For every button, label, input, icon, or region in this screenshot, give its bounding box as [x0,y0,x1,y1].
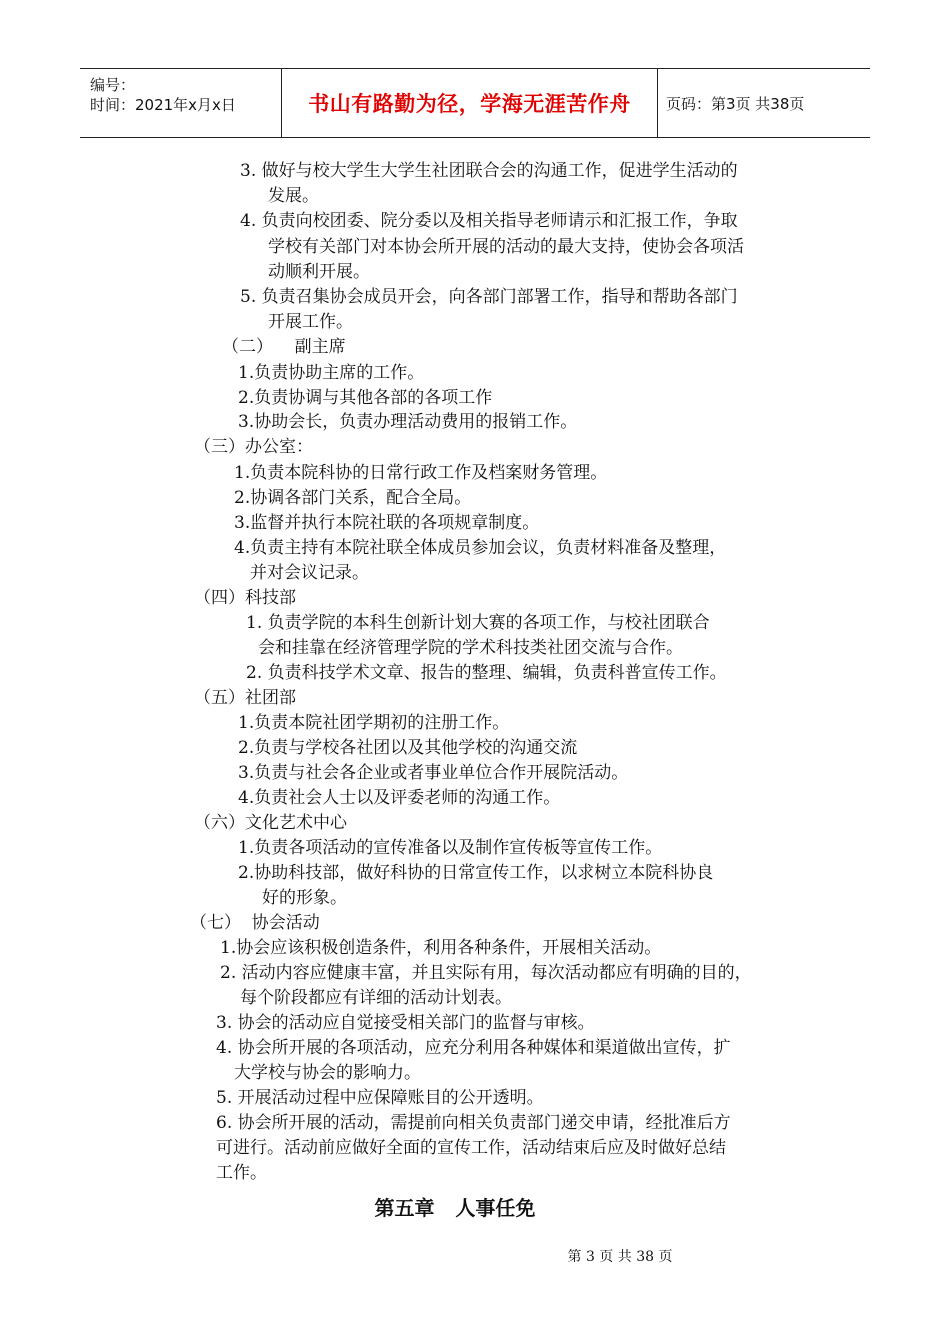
text-line: 4. 负责向校团委、院分委以及相关指导老师请示和汇报工作，争取 [240,211,738,231]
text-line: 2. 负责科技学术文章、报告的整理、编辑，负责科普宣传工作。 [246,663,727,683]
text-line: 学校有关部门对本协会所开展的活动的最大支持，使协会各项活 [268,237,744,257]
header-motto-cell [282,69,658,137]
text-line: 6. 协会所开展的活动，需提前向相关负责部门递交申请，经批准后方 [216,1113,731,1133]
text-line: 1. 负责学院的本科生创新计划大赛的各项工作，与校社团联合 [246,613,710,633]
text-line: 2.负责与学校各社团以及其他学校的沟通交流 [238,738,578,758]
text-line: 会和挂靠在经济管理学院的学术科技类社团交流与合作。 [258,638,683,658]
time-label: 时间：2021年x月x日 [90,96,236,114]
text-line: 2. 活动内容应健康丰富，并且实际有用，每次活动都应有明确的目的， [220,963,752,983]
text-line: 5. 开展活动过程中应保障账目的公开透明。 [216,1088,544,1108]
chapter-title: 第五章 人事任免 [374,1196,536,1220]
text-line: 可进行。活动前应做好全面的宣传工作，活动结束后应及时做好总结 [216,1138,726,1158]
text-line: 4.负责主持有本院社联全体成员参加会议，负责材料准备及整理， [234,538,727,558]
text-line: 发展。 [268,186,319,206]
text-line: 3.负责与社会各企业或者事业单位合作开展院活动。 [238,763,629,783]
header-page-cell [658,69,870,137]
text-line: 1.负责各项活动的宣传准备以及制作宣传板等宣传工作。 [238,838,663,858]
section-heading: （五）社团部 [194,688,296,708]
text-line: 每个阶段都应有详细的活动计划表。 [240,988,512,1008]
section-heading: （四）科技部 [194,588,296,608]
text-line: 3. 协会的活动应自觉接受相关部门的监督与审核。 [216,1013,595,1033]
text-line: 4. 协会所开展的各项活动，应充分利用各种媒体和渠道做出宣传，扩 [216,1038,731,1058]
text-line: 开展工作。 [268,312,353,332]
text-line: 并对会议记录。 [250,563,369,583]
text-line: 3.监督并执行本院社联的各项规章制度。 [234,513,540,533]
page-header [80,68,870,138]
text-line: 2.负责协调与其他各部的各项工作 [238,388,493,408]
text-line: 1.负责本院科协的日常行政工作及档案财务管理。 [234,463,608,483]
text-line: 4.负责社会人士以及评委老师的沟通工作。 [238,788,561,808]
section-heading: （七） 协会活动 [190,913,320,933]
text-line: 工作。 [216,1163,267,1183]
text-line: 2.协调各部门关系，配合全局。 [234,488,472,508]
text-line: 1.负责本院社团学期初的注册工作。 [238,713,510,733]
page-label: 页码：第3页 共38页 [666,94,805,113]
header-meta [80,69,282,137]
text-line: 1.负责协助主席的工作。 [238,363,425,383]
text-line: 2.协助科技部，做好科协的日常宣传工作，以求树立本院科协良 [238,863,714,883]
text-line: 大学校与协会的影响力。 [234,1063,421,1083]
text-line: 动顺利开展。 [268,262,370,282]
section-heading: （六）文化艺术中心 [194,813,347,833]
text-line: 好的形象。 [262,888,347,908]
page-footer [0,1246,950,1266]
text-line: 1.协会应该积极创造条件，利用各种条件，开展相关活动。 [220,938,662,958]
number-label: 编号： [90,76,136,94]
section-heading: （二） 副主席 [222,337,346,357]
text-line: 5. 负责召集协会成员开会，向各部门部署工作，指导和帮助各部门 [240,287,738,307]
motto: 书山有路勤为径，学海无涯苦作舟 [308,92,631,116]
text-line: 3.协助会长，负责办理活动费用的报销工作。 [238,412,578,432]
text-line: 3. 做好与校大学生大学生社团联合会的沟通工作，促进学生活动的 [240,161,738,181]
chapter-title-row [0,1192,910,1221]
page-number: 第 3 页 共 38 页 [567,1249,673,1265]
section-heading: （三）办公室： [194,437,313,457]
